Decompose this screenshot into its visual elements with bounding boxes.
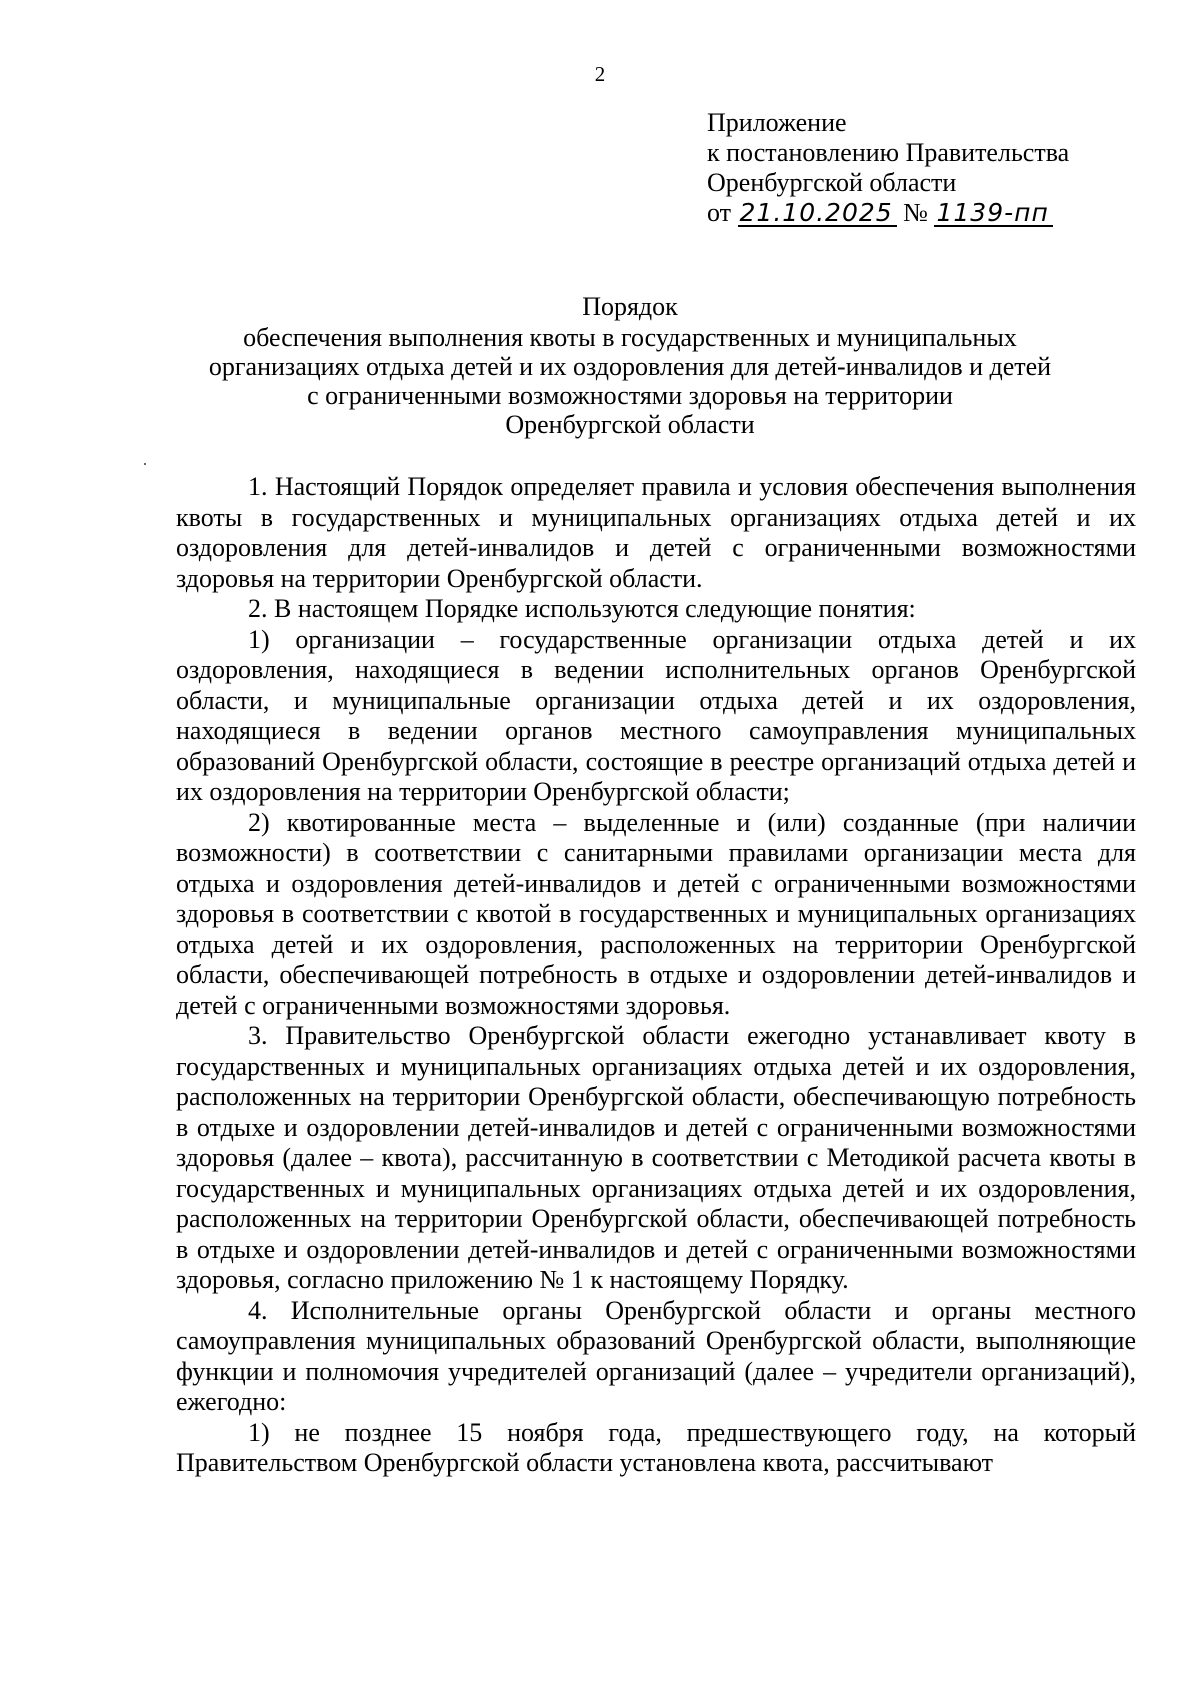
annex-resolution-line: к постановлению Правительства: [707, 138, 1070, 167]
date-prefix: от: [707, 198, 732, 227]
document-subtitle-line-1: обеспечения выполнения квоты в государственных и муниципальных: [243, 323, 1017, 352]
paragraph-3: 3. Правительство Оренбургской области ежегодно устанавливает квоту в государственных и муниципальных организациях отдыха детей и их оздоровления, расположенных на территории Оренбургской области, обеспечивающую потребность в отдыхе и оздоровлении детей-инвалидов и детей с ограниченными возможностями здоровья (далее – квота), рассчитанную в соответствии с Методикой расчета квоты в государственных и муниципальных организациях отдыха детей и их оздоровления, расположенных на территории Оренбургской области, обеспечивающей потребность в отдыхе и оздоровлении детей-инвалидов и детей с ограниченными возможностями здоровья, согласно приложению № 1 к настоящему Порядку.: [176, 1021, 1136, 1294]
paragraph-2-item-2: 2) квотированные места – выделенные и (или) созданные (при наличии возможности) в соответствии с санитарными правилами организации места для отдыха и оздоровления детей-инвалидов и детей с ограниченными возможностями здоровья в соответствии с квотой в государственных и муниципальных организациях отдыха детей и их оздоровления, расположенных на территории Оренбургской области, обеспечивающей потребность в отдыхе и оздоровлении детей-инвалидов и детей с ограниченными возможностями здоровья.: [176, 807, 1136, 1020]
document-body: [176, 472, 1136, 1479]
annex-block: [707, 108, 1167, 228]
document-subtitle-line-4: Оренбургской области: [505, 410, 755, 439]
paragraph-1: 1. Настоящий Порядок определяет правила и условия обеспечения выполнения квоты в государственных и муниципальных организациях отдыха детей и их оздоровления для детей-инвалидов и детей с ограниченными возможностями здоровья на территории Оренбургской области.: [176, 472, 1136, 593]
paragraph-2-item-1: 1) организации – государственные организации отдыха детей и их оздоровления, находящиеся в ведении исполнительных органов Оренбургской области, и муниципальные организации отдыха детей и их оздоровления, находящиеся в ведении органов местного самоуправления муниципальных образований Оренбургской области, состоящие в реестре организаций отдыха детей и их оздоровления на территории Оренбургской области;: [176, 624, 1136, 806]
handwritten-date: 21.10.2025: [738, 201, 897, 227]
annex-region-line: Оренбургской области: [707, 168, 957, 197]
handwritten-number: 1139-пп: [934, 201, 1052, 227]
document-subtitle-line-3: с ограниченными возможностями здоровья на территории: [307, 381, 953, 410]
number-prefix: №: [903, 198, 928, 227]
document-subtitle-line-2: организациях отдыха детей и их оздоровления для детей-инвалидов и детей: [208, 352, 1052, 381]
annex-date-number-line: [707, 198, 1167, 228]
document-title-block: [130, 292, 1130, 439]
scan-speck: [144, 463, 146, 465]
annex-heading: Приложение: [707, 108, 847, 137]
document-title: Порядок: [582, 292, 678, 321]
page-number: 2: [594, 62, 606, 86]
paragraph-2: 2. В настоящем Порядке используются следующие понятия:: [248, 594, 916, 623]
paragraph-4: 4. Исполнительные органы Оренбургской области и органы местного самоуправления муниципальных образований Оренбургской области, выполняющие функции и полномочия учредителей организаций (далее – учредители организаций), ежегодно:: [176, 1295, 1136, 1416]
paragraph-4-item-1: 1) не позднее 15 ноября года, предшествующего году, на который Правительством Оренбургской области установлена квота, рассчитывают: [176, 1417, 1136, 1477]
